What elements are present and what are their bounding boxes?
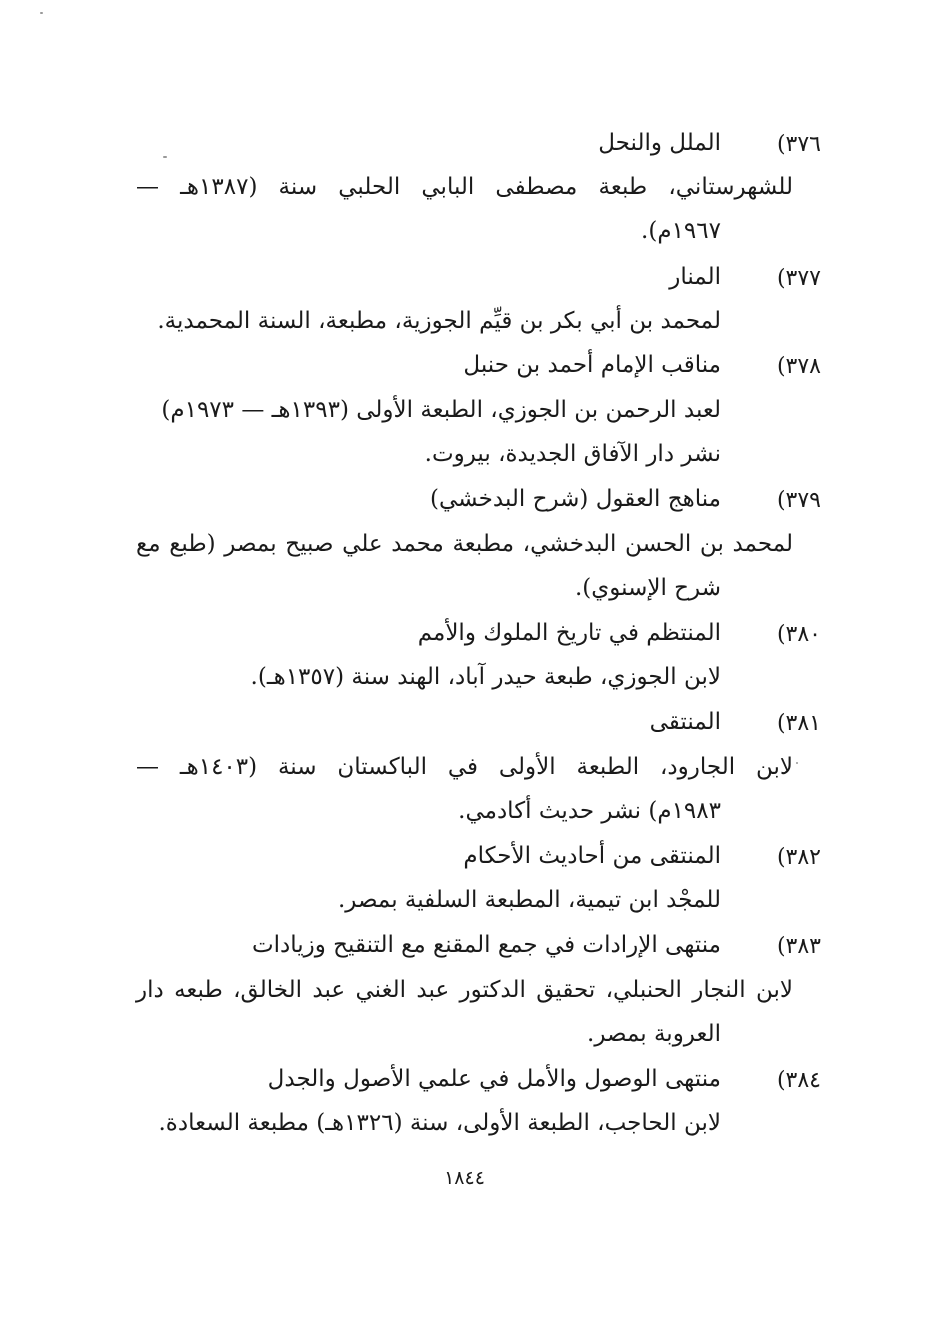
- entry-title: الملل والنحل: [598, 130, 721, 156]
- entry-number: ٣٨٣): [776, 934, 821, 959]
- entry-line: لابن الجوزي، طبعة حيدر آباد، الهند سنة (١٣٥٧هـ).: [250, 664, 721, 690]
- entry-title: المنتظم في تاريخ الملوك والأمم: [417, 620, 721, 646]
- entry-title: مناهج العقول (شرح البدخشي): [430, 486, 721, 512]
- entry-line: لابن الجارود، الطبعة الأولى في الباكستان سنة (١٤٠٣هـ —: [136, 754, 793, 780]
- entry-title: المنتقى: [649, 709, 721, 735]
- entry-line: لابن النجار الحنبلي، تحقيق الدكتور عبد الغني عبد الخالق، طبعه دار: [136, 977, 793, 1003]
- entry-title: المنتقى من أحاديث الأحكام: [463, 843, 721, 869]
- entry-number: ٣٨٢): [776, 845, 821, 870]
- entry-line: ١٩٨٣م) نشر حديث أكادمي.: [458, 798, 721, 824]
- page-number: ١٨٤٤: [444, 1167, 485, 1189]
- entry-number: ٣٧٩): [776, 488, 821, 513]
- entry-line: للشهرستاني، طبعة مصطفى البابي الحلبي سنة (١٣٨٧هـ —: [136, 174, 793, 200]
- entry-number: ٣٨١): [776, 711, 821, 736]
- entry-line: العروبة بمصر.: [587, 1021, 721, 1047]
- scan-speck: [163, 156, 167, 158]
- entry-number: ٣٨٠): [776, 622, 821, 647]
- entry-line: للمجْد ابن تيمية، المطبعة السلفية بمصر.: [337, 887, 721, 913]
- entry-line: لعبد الرحمن بن الجوزي، الطبعة الأولى (١٣٩٣هـ — ١٩٧٣م): [161, 397, 721, 423]
- entry-title: مناقب الإمام أحمد بن حنبل: [463, 352, 721, 378]
- entry-number: ٣٨٤): [776, 1068, 821, 1093]
- entry-title: منتهى الإرادات في جمع المقنع مع التنقيح وزيادات: [251, 932, 721, 958]
- entry-line: لمحمد بن الحسن البدخشي، مطبعة محمد علي صبيح بمصر (طبع مع: [136, 531, 793, 557]
- entry-number: ٣٧٧): [776, 266, 821, 291]
- entry-number: ٣٧٦): [776, 132, 821, 157]
- entry-line: شرح الإسنوي).: [574, 575, 721, 601]
- entry-number: ٣٧٨): [776, 354, 821, 379]
- scan-speck: [40, 12, 43, 14]
- entry-title: المنار: [669, 264, 721, 290]
- entry-title: منتهى الوصول والأمل في علمي الأصول والجدل: [267, 1066, 721, 1092]
- entry-line: لابن الحاجب، الطبعة الأولى، سنة (١٣٢٦هـ) مطبعة السعادة.: [158, 1110, 721, 1136]
- entry-line: لمحمد بن أبي بكر بن قيِّم الجوزية، مطبعة، السنة المحمدية.: [157, 308, 721, 334]
- scan-speck: [796, 762, 798, 764]
- entry-line: نشر دار الآفاق الجديدة، بيروت.: [424, 441, 721, 467]
- entry-line: ١٩٦٧م).: [641, 218, 721, 244]
